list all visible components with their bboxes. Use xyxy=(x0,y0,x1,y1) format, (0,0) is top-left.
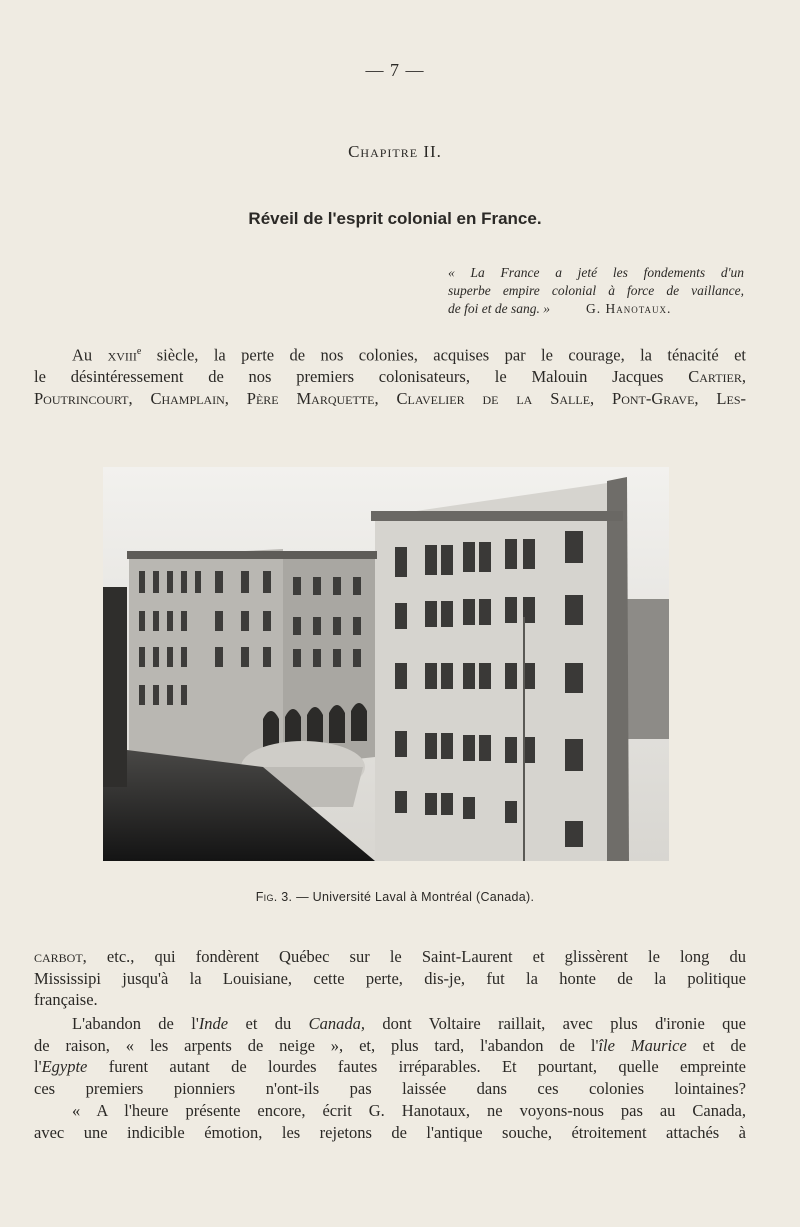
italic-term: île Maurice xyxy=(598,1035,687,1055)
proper-name: carbot, xyxy=(34,947,87,966)
page-number: — 7 — xyxy=(365,60,425,80)
proper-name: Cartier, xyxy=(688,367,746,386)
text-line xyxy=(34,366,746,388)
text-run: Au xyxy=(72,345,108,365)
text-line xyxy=(34,1035,746,1057)
text-line: ces premiers pionniers n'ont-ils pas laissée dans ces colonies lointaines? xyxy=(34,1078,746,1098)
figure-caption xyxy=(0,890,790,904)
text-run: furent autant de lourdes fautes irréparables. Et pourtant, quelle empreinte xyxy=(87,1057,746,1076)
century-numeral: xviii xyxy=(107,345,137,365)
text-run: l' xyxy=(34,1057,42,1076)
paragraph-2 xyxy=(34,1013,746,1099)
paragraph-1-continued xyxy=(34,946,746,1011)
text-line xyxy=(34,1013,746,1035)
epigraph-line: « La France a jeté les fondements d'un xyxy=(448,265,744,280)
text-line: avec une indicible émotion, les rejetons de l'antique souche, étroitement attachés à xyxy=(34,1122,746,1142)
text-line: française. xyxy=(34,990,98,1009)
building-photo xyxy=(103,467,669,861)
epigraph-line: de foi et de sang. » xyxy=(448,301,550,316)
italic-term: Canada, xyxy=(308,1014,366,1033)
text-line xyxy=(34,946,746,968)
epigraph-author: G. Hanotaux. xyxy=(585,301,672,316)
epigraph-line: superbe empire colonial à force de vaillance, xyxy=(448,283,744,298)
paragraph-1 xyxy=(34,341,746,409)
text-run: dont Voltaire raillait, avec plus d'ironie que xyxy=(365,1014,746,1033)
epigraph xyxy=(448,264,744,318)
text-line: « A l'heure présente encore, écrit G. Hanotaux, ne voyons-nous pas au Canada, xyxy=(72,1101,746,1120)
superscript: e xyxy=(136,346,142,357)
text-run: et de xyxy=(686,1035,747,1055)
text-run: L'abandon de l' xyxy=(72,1014,199,1033)
text-run: le désintéressement de nos premiers colonisateurs, le Malouin Jacques xyxy=(34,367,689,386)
text-run: de raison, « les arpents de neige », et, plus tard, l'abandon de l' xyxy=(34,1035,599,1055)
section-title: Réveil de l'esprit colonial en France. xyxy=(248,209,542,228)
text-line xyxy=(34,1056,746,1078)
italic-term: Egypte xyxy=(41,1057,88,1076)
italic-term: Inde xyxy=(198,1014,229,1033)
text-run: et du xyxy=(228,1014,309,1033)
text-run: etc., qui fondèrent Québec sur le Saint-Laurent et glissèrent le long du xyxy=(86,947,746,966)
figure-photo-universite-laval xyxy=(103,467,669,861)
text-line: Mississipi jusqu'à la Louisiane, cette perte, dis-je, fut la honte de la politique xyxy=(34,968,746,988)
text-run: siècle, la perte de nos colonies, acquises par le courage, la ténacité et xyxy=(141,345,746,365)
caption-text: — Université Laval à Montréal (Canada). xyxy=(292,890,535,904)
epigraph-last-line xyxy=(448,300,744,318)
paragraph-3 xyxy=(34,1100,746,1143)
text-line: Poutrincourt, Champlain, Père Marquette, Clavelier de la Salle, Pont-Grave, Les- xyxy=(34,388,746,408)
figure-label: Fig. 3. xyxy=(255,890,293,904)
chapter-heading: Chapitre II. xyxy=(348,142,442,161)
text-line xyxy=(34,341,746,366)
